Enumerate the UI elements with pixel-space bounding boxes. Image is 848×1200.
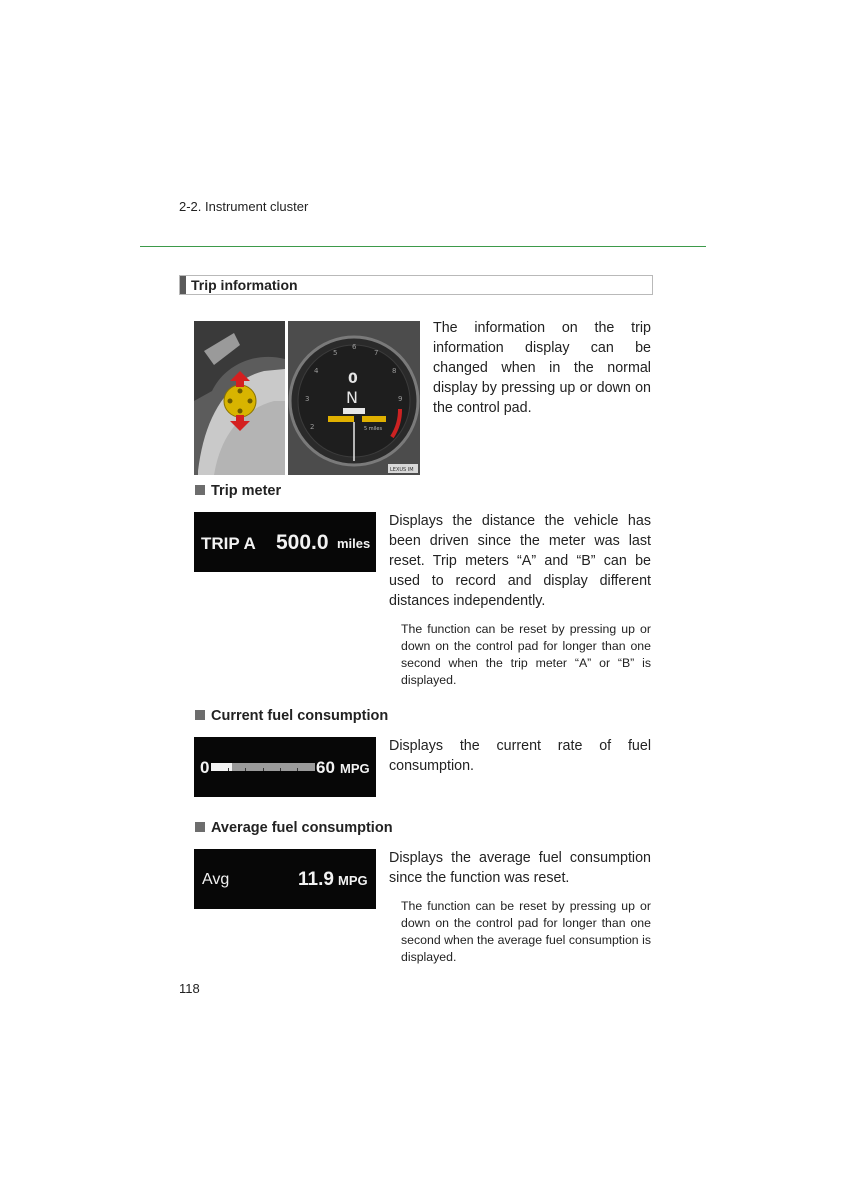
svg-text:6: 6 — [352, 343, 357, 351]
gauge-gear: N — [346, 388, 358, 407]
average-fuel-description: Displays the average fuel consumption since the function was reset. — [389, 850, 651, 886]
svg-text:8: 8 — [392, 367, 397, 375]
page-number: 118 — [179, 981, 200, 996]
average-fuel-display — [194, 849, 376, 909]
steering-wheel-illustration — [194, 321, 285, 475]
heading-label: Trip information — [191, 277, 298, 293]
svg-text:3: 3 — [305, 395, 310, 403]
gauge-illustration — [288, 321, 420, 475]
trip-meter-unit: miles — [337, 536, 371, 551]
current-fuel-unit: MPG — [340, 761, 370, 776]
trip-information-heading — [179, 275, 653, 295]
average-fuel-subhead — [195, 820, 393, 836]
gauge-speed: 0 — [348, 371, 358, 387]
trip-meter-subhead — [195, 483, 281, 499]
svg-text:4: 4 — [314, 367, 319, 375]
steering-wheel-photo — [194, 321, 285, 475]
bullet-square-icon — [195, 822, 205, 832]
trip-meter-value: 500.0 — [276, 531, 329, 554]
intro-text: The information on the trip information display can be changed when in the normal display by pressing up or down on the control pad. — [433, 320, 651, 416]
header-divider — [140, 246, 706, 247]
svg-text:7: 7 — [374, 349, 379, 357]
photo-code: LEXUS IM — [390, 467, 414, 473]
svg-text:5 miles: 5 miles — [364, 426, 383, 432]
average-fuel-note: The function can be reset by pressing up or down on the control pad for longer than one second when the average fuel consumption is displayed. — [401, 899, 651, 964]
average-fuel-value: 11.9 — [298, 869, 334, 890]
current-fuel-max: 60 — [316, 758, 335, 777]
current-fuel-subhead-label: Current fuel consumption — [211, 708, 389, 724]
heading-marker — [180, 276, 186, 294]
fuel-bar-track — [211, 763, 315, 771]
average-fuel-label: Avg — [202, 871, 230, 888]
svg-text:2: 2 — [310, 423, 315, 431]
current-fuel-min: 0 — [200, 758, 210, 777]
trip-meter-description: Displays the distance the vehicle has been driven since the meter was last reset. Trip meters “A” and “B” can be used to record and display different distances independently. — [389, 513, 651, 609]
svg-text:5: 5 — [333, 349, 338, 357]
gauge-photo — [288, 321, 420, 475]
current-fuel-display — [194, 737, 376, 797]
trip-meter-label: TRIP A — [201, 534, 256, 553]
average-fuel-unit: MPG — [338, 873, 368, 888]
bullet-square-icon — [195, 485, 205, 495]
trip-meter-subhead-label: Trip meter — [211, 483, 282, 499]
svg-text:9: 9 — [398, 395, 403, 403]
trip-meter-display — [194, 512, 376, 572]
bullet-square-icon — [195, 710, 205, 720]
current-fuel-description: Displays the current rate of fuel consumption. — [389, 738, 651, 774]
section-title: 2-2. Instrument cluster — [179, 199, 309, 214]
average-fuel-subhead-label: Average fuel consumption — [211, 820, 393, 836]
trip-meter-note: The function can be reset by pressing up or down on the control pad for longer than one second when the trip meter “A” or “B” is displayed. — [401, 622, 651, 687]
current-fuel-subhead — [195, 708, 388, 724]
